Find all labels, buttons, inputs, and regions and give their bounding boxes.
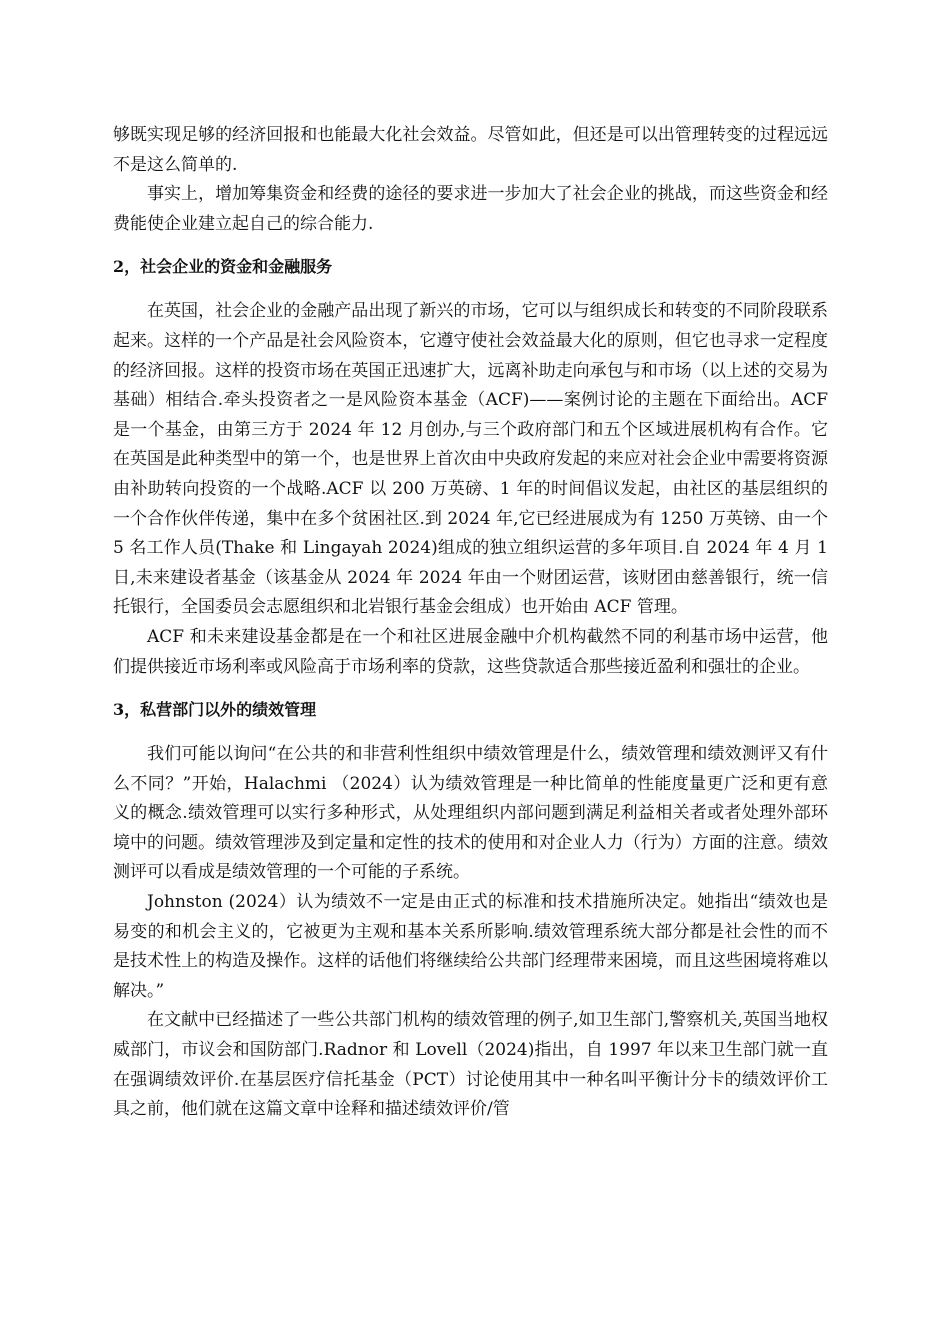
paragraph: 在英国，社会企业的金融产品出现了新兴的市场，它可以与组织成长和转变的不同阶段联系起来。这样的一个产品是社会风险资本，它遵守使社会效益最大化的原则，但它也寻求一定程度的经济回报。这样的投资市场在英国正迅速扩大，远离补助走向承包与和市场（以上述的交易为基础）相结合.牵头投资者之一是风险资本基金（ACF)——案例讨论的主题在下面给出。ACF 是一个基金，由第三方于 2024 年 12 月创办,与三个政府部门和五个区域进展机构有合作。它在英国是此种类型中的第一个，也是世界上首次由中央政府发起的来应对社会企业中需要将资源由补助转向投资的一个战略.ACF 以 200 万英磅、1 年的时间倡议发起，由社区的基层组织的一个合作伙伴传递，集中在多个贫困社区.到 2024 年,它已经进展成为有 1250 万英镑、由一个 5 名工作人员(Thake 和 Lingayah 2024)组成的独立组织运营的多年项目.自 2024 年 4 月 1 日,未来建设者基金（该基金从 2024 年 2024 年由一个财团运营，该财团由慈善银行，统一信托银行，全国委员会志愿组织和北岩银行基金会组成）也开始由 ACF 管理。 bbox=[113, 301, 828, 618]
paragraph: 事实上，增加筹集资金和经费的途径的要求进一步加大了社会企业的挑战，而这些资金和经费能使企业建立起自己的综合能力. bbox=[113, 184, 828, 234]
section-heading-3: 3，私营部门以外的绩效管理 bbox=[113, 700, 317, 720]
section-heading-2: 2，社会企业的资金和金融服务 bbox=[113, 257, 333, 277]
paragraph: Johnston (2024）认为绩效不一定是由正式的标准和技术措施所决定。她指出“绩效也是易变的和机会主义的，它被更为主观和基本关系所影响.绩效管理系统大部分都是社会性的而不是技术性上的构造及操作。这样的话他们将继续给公共部门经理带来困境，而且这些困境将难以解决。” bbox=[113, 892, 828, 1001]
paragraph-continuation: 够既实现足够的经济回报和也能最大化社会效益。尽管如此，但还是可以出管理转变的过程远远不是这么简单的. bbox=[113, 125, 828, 175]
paragraph: 我们可能以询问“在公共的和非营利性组织中绩效管理是什么，绩效管理和绩效测评又有什么不同？”开始，Halachmi （2024）认为绩效管理是一种比简单的性能度量更广泛和更有意义的概念.绩效管理可以实行多种形式，从处理组织内部问题到满足利益相关者或者处理外部环境中的问题。绩效管理涉及到定量和定性的技术的使用和对企业人力（行为）方面的注意。绩效测评可以看成是绩效管理的一个可能的子系统。 bbox=[113, 744, 828, 883]
paragraph: ACF 和未来建设基金都是在一个和社区进展金融中介机构截然不同的利基市场中运营，他们提供接近市场利率或风险高于市场利率的贷款，这些贷款适合那些接近盈利和强壮的企业。 bbox=[113, 626, 828, 677]
paragraph: 在文献中已经描述了一些公共部门机构的绩效管理的例子,如卫生部门,警察机关,英国当地权威部门，市议会和国防部门.Radnor 和 Lovell（2024)指出，自 1997 年以来卫生部门就一直在强调绩效评价.在基层医疗信托基金（PCT）讨论使用其中一种名叫平衡计分卡的绩效评价工具之前，他们就在这篇文章中诠释和描述绩效评价/管 bbox=[113, 1010, 828, 1120]
document-page bbox=[113, 121, 828, 1125]
